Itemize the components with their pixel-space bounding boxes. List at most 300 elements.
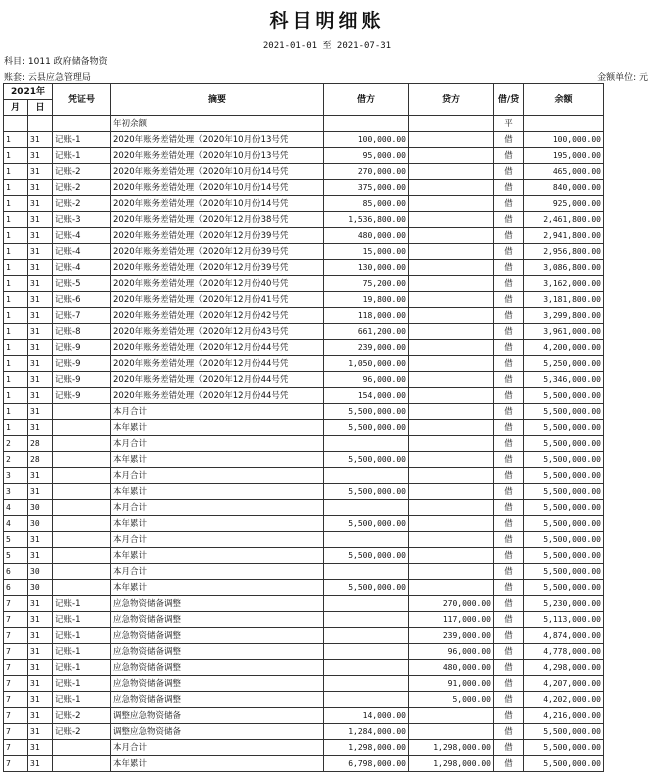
summary-cell: 2020年账务差错处理（2020年12月份39号凭 — [111, 260, 324, 276]
debit-cell: 96,000.00 — [324, 372, 409, 388]
month-cell: 7 — [4, 740, 28, 756]
direction-cell: 借 — [494, 196, 524, 212]
month-cell: 1 — [4, 148, 28, 164]
month-cell: 7 — [4, 692, 28, 708]
summary-cell: 本月合计 — [111, 532, 324, 548]
month-cell: 1 — [4, 324, 28, 340]
table-row — [4, 548, 604, 564]
balance-cell: 3,181,800.00 — [524, 292, 604, 308]
balance-cell: 5,500,000.00 — [524, 532, 604, 548]
debit-cell: 5,500,000.00 — [324, 580, 409, 596]
credit-cell — [409, 260, 494, 276]
account-label: 科目: 1011 政府储备物资 — [4, 57, 108, 67]
debit-cell: 480,000.00 — [324, 228, 409, 244]
month-cell: 1 — [4, 372, 28, 388]
table-row — [4, 468, 604, 484]
direction-cell: 借 — [494, 692, 524, 708]
direction-cell: 借 — [494, 212, 524, 228]
credit-cell — [409, 276, 494, 292]
voucher-cell — [53, 500, 111, 516]
voucher-cell: 记账-9 — [53, 388, 111, 404]
credit-cell — [409, 388, 494, 404]
debit-cell — [324, 436, 409, 452]
credit-cell — [409, 324, 494, 340]
credit-cell — [409, 452, 494, 468]
debit-cell — [324, 116, 409, 132]
direction-cell: 借 — [494, 612, 524, 628]
voucher-cell — [53, 404, 111, 420]
day-cell: 31 — [28, 532, 53, 548]
summary-cell: 2020年账务差错处理（2020年12月份43号凭 — [111, 324, 324, 340]
voucher-cell: 记账-1 — [53, 692, 111, 708]
debit-header: 借方 — [324, 84, 409, 116]
table-row — [4, 132, 604, 148]
voucher-cell — [53, 516, 111, 532]
day-cell: 31 — [28, 420, 53, 436]
day-cell: 31 — [28, 724, 53, 740]
voucher-cell — [53, 740, 111, 756]
table-row — [4, 708, 604, 724]
credit-cell: 117,000.00 — [409, 612, 494, 628]
balance-cell: 5,230,000.00 — [524, 596, 604, 612]
table-row — [4, 340, 604, 356]
day-cell: 28 — [28, 436, 53, 452]
direction-cell: 借 — [494, 260, 524, 276]
balance-cell: 5,500,000.00 — [524, 468, 604, 484]
direction-cell: 借 — [494, 596, 524, 612]
direction-cell: 借 — [494, 228, 524, 244]
direction-cell: 借 — [494, 180, 524, 196]
day-cell: 31 — [28, 212, 53, 228]
day-header: 日 — [28, 100, 53, 116]
credit-cell — [409, 404, 494, 420]
month-cell: 7 — [4, 708, 28, 724]
day-cell: 30 — [28, 580, 53, 596]
balance-cell: 3,961,000.00 — [524, 324, 604, 340]
table-row — [4, 388, 604, 404]
ledger-label: 账套: 云县应急管理局 — [4, 73, 91, 83]
credit-cell — [409, 196, 494, 212]
direction-cell: 借 — [494, 740, 524, 756]
day-cell: 31 — [28, 484, 53, 500]
summary-header: 摘要 — [111, 84, 324, 116]
voucher-cell: 记账-2 — [53, 164, 111, 180]
table-row — [4, 324, 604, 340]
month-cell: 7 — [4, 756, 28, 772]
debit-cell — [324, 676, 409, 692]
credit-cell — [409, 532, 494, 548]
debit-cell: 239,000.00 — [324, 340, 409, 356]
credit-cell: 239,000.00 — [409, 628, 494, 644]
day-cell: 31 — [28, 196, 53, 212]
debit-cell: 19,800.00 — [324, 292, 409, 308]
report-title: 科目明细账 — [269, 10, 385, 32]
balance-cell: 5,250,000.00 — [524, 356, 604, 372]
table-row — [4, 292, 604, 308]
credit-cell — [409, 116, 494, 132]
summary-cell: 本月合计 — [111, 436, 324, 452]
month-cell: 6 — [4, 580, 28, 596]
credit-cell: 5,000.00 — [409, 692, 494, 708]
voucher-cell: 记账-9 — [53, 356, 111, 372]
month-cell: 1 — [4, 340, 28, 356]
ledger-table — [3, 83, 604, 772]
month-cell: 4 — [4, 516, 28, 532]
direction-cell: 借 — [494, 436, 524, 452]
voucher-cell: 记账-5 — [53, 276, 111, 292]
table-row — [4, 516, 604, 532]
voucher-cell — [53, 484, 111, 500]
summary-cell: 本月合计 — [111, 564, 324, 580]
table-row — [4, 532, 604, 548]
voucher-cell: 记账-1 — [53, 676, 111, 692]
balance-cell: 5,500,000.00 — [524, 564, 604, 580]
currency-unit-label: 金额单位: 元 — [597, 73, 648, 83]
balance-cell: 2,956,800.00 — [524, 244, 604, 260]
summary-cell: 2020年账务差错处理（2020年12月份39号凭 — [111, 244, 324, 260]
table-row — [4, 372, 604, 388]
voucher-cell: 记账-3 — [53, 212, 111, 228]
voucher-cell: 记账-1 — [53, 628, 111, 644]
direction-cell: 借 — [494, 532, 524, 548]
balance-cell: 3,086,800.00 — [524, 260, 604, 276]
credit-cell: 96,000.00 — [409, 644, 494, 660]
month-cell: 1 — [4, 260, 28, 276]
summary-cell: 本月合计 — [111, 500, 324, 516]
debit-cell — [324, 612, 409, 628]
debit-cell — [324, 532, 409, 548]
day-cell: 31 — [28, 612, 53, 628]
table-row — [4, 596, 604, 612]
day-cell: 31 — [28, 260, 53, 276]
day-cell: 30 — [28, 564, 53, 580]
direction-cell: 借 — [494, 660, 524, 676]
month-cell: 1 — [4, 276, 28, 292]
credit-cell: 91,000.00 — [409, 676, 494, 692]
voucher-cell: 记账-1 — [53, 148, 111, 164]
day-cell: 31 — [28, 292, 53, 308]
balance-cell: 3,162,000.00 — [524, 276, 604, 292]
credit-cell — [409, 468, 494, 484]
summary-cell: 2020年账务差错处理（2020年12月份44号凭 — [111, 372, 324, 388]
table-row — [4, 660, 604, 676]
credit-cell — [409, 564, 494, 580]
credit-cell — [409, 132, 494, 148]
debit-cell: 100,000.00 — [324, 132, 409, 148]
summary-cell: 2020年账务差错处理（2020年10月份13号凭 — [111, 132, 324, 148]
direction-cell: 借 — [494, 388, 524, 404]
table-row — [4, 228, 604, 244]
debit-cell: 5,500,000.00 — [324, 420, 409, 436]
direction-header: 借/贷 — [494, 84, 524, 116]
balance-cell: 195,000.00 — [524, 148, 604, 164]
table-row — [4, 308, 604, 324]
voucher-cell: 记账-2 — [53, 708, 111, 724]
summary-cell: 2020年账务差错处理（2020年10月份13号凭 — [111, 148, 324, 164]
voucher-cell: 记账-1 — [53, 132, 111, 148]
day-cell: 31 — [28, 740, 53, 756]
balance-cell: 5,500,000.00 — [524, 500, 604, 516]
voucher-cell: 记账-8 — [53, 324, 111, 340]
table-row — [4, 196, 604, 212]
day-cell: 31 — [28, 308, 53, 324]
day-cell: 28 — [28, 452, 53, 468]
direction-cell: 借 — [494, 244, 524, 260]
debit-cell: 5,500,000.00 — [324, 452, 409, 468]
day-cell: 31 — [28, 628, 53, 644]
balance-cell: 5,500,000.00 — [524, 756, 604, 772]
summary-cell: 2020年账务差错处理（2020年12月份39号凭 — [111, 228, 324, 244]
debit-cell: 15,000.00 — [324, 244, 409, 260]
debit-cell: 154,000.00 — [324, 388, 409, 404]
balance-cell: 5,500,000.00 — [524, 388, 604, 404]
voucher-cell: 记账-4 — [53, 244, 111, 260]
summary-cell: 应急物资储备调整 — [111, 644, 324, 660]
debit-cell: 375,000.00 — [324, 180, 409, 196]
voucher-cell: 记账-2 — [53, 724, 111, 740]
balance-cell: 5,346,000.00 — [524, 372, 604, 388]
debit-cell — [324, 564, 409, 580]
voucher-cell — [53, 532, 111, 548]
summary-cell: 调整应急物资储备 — [111, 724, 324, 740]
month-cell: 1 — [4, 228, 28, 244]
credit-cell — [409, 308, 494, 324]
direction-cell: 借 — [494, 708, 524, 724]
credit-cell: 270,000.00 — [409, 596, 494, 612]
credit-cell — [409, 164, 494, 180]
direction-cell: 借 — [494, 324, 524, 340]
voucher-header: 凭证号 — [53, 84, 111, 116]
balance-cell: 5,500,000.00 — [524, 484, 604, 500]
debit-cell: 130,000.00 — [324, 260, 409, 276]
direction-cell: 借 — [494, 308, 524, 324]
day-cell: 31 — [28, 596, 53, 612]
day-cell: 31 — [28, 756, 53, 772]
direction-cell: 借 — [494, 372, 524, 388]
voucher-cell — [53, 116, 111, 132]
direction-cell: 借 — [494, 484, 524, 500]
voucher-cell — [53, 548, 111, 564]
direction-cell: 平 — [494, 116, 524, 132]
summary-cell: 本年累计 — [111, 756, 324, 772]
voucher-cell: 记账-2 — [53, 196, 111, 212]
debit-cell: 661,200.00 — [324, 324, 409, 340]
debit-cell: 14,000.00 — [324, 708, 409, 724]
table-row — [4, 148, 604, 164]
day-cell: 31 — [28, 228, 53, 244]
voucher-cell — [53, 564, 111, 580]
table-row — [4, 212, 604, 228]
month-cell: 1 — [4, 132, 28, 148]
month-cell: 7 — [4, 724, 28, 740]
table-row — [4, 644, 604, 660]
day-cell: 31 — [28, 244, 53, 260]
voucher-cell: 记账-7 — [53, 308, 111, 324]
day-cell: 30 — [28, 500, 53, 516]
debit-cell: 270,000.00 — [324, 164, 409, 180]
month-cell: 6 — [4, 564, 28, 580]
credit-cell: 1,298,000.00 — [409, 756, 494, 772]
debit-cell — [324, 468, 409, 484]
debit-cell: 6,798,000.00 — [324, 756, 409, 772]
day-cell: 31 — [28, 708, 53, 724]
summary-cell: 2020年账务差错处理（2020年12月份41号凭 — [111, 292, 324, 308]
direction-cell: 借 — [494, 500, 524, 516]
balance-cell — [524, 116, 604, 132]
day-cell: 31 — [28, 148, 53, 164]
day-cell: 31 — [28, 132, 53, 148]
balance-cell: 5,500,000.00 — [524, 436, 604, 452]
credit-cell — [409, 212, 494, 228]
month-cell: 7 — [4, 596, 28, 612]
table-row — [4, 724, 604, 740]
month-cell: 7 — [4, 628, 28, 644]
direction-cell: 借 — [494, 420, 524, 436]
balance-cell: 4,200,000.00 — [524, 340, 604, 356]
day-cell: 31 — [28, 276, 53, 292]
day-cell: 31 — [28, 660, 53, 676]
credit-cell — [409, 228, 494, 244]
month-cell: 1 — [4, 420, 28, 436]
day-cell: 31 — [28, 372, 53, 388]
table-row — [4, 452, 604, 468]
table-row — [4, 420, 604, 436]
direction-cell: 借 — [494, 580, 524, 596]
debit-cell: 118,000.00 — [324, 308, 409, 324]
table-row — [4, 244, 604, 260]
direction-cell: 借 — [494, 276, 524, 292]
voucher-cell — [53, 756, 111, 772]
direction-cell: 借 — [494, 356, 524, 372]
summary-cell: 2020年账务差错处理（2020年12月份44号凭 — [111, 356, 324, 372]
summary-cell: 应急物资储备调整 — [111, 692, 324, 708]
day-cell: 31 — [28, 404, 53, 420]
day-cell: 30 — [28, 516, 53, 532]
direction-cell: 借 — [494, 452, 524, 468]
month-cell: 1 — [4, 308, 28, 324]
summary-cell: 年初余额 — [111, 116, 324, 132]
debit-cell: 1,284,000.00 — [324, 724, 409, 740]
table-row — [4, 260, 604, 276]
table-row — [4, 404, 604, 420]
voucher-cell: 记账-1 — [53, 596, 111, 612]
table-row — [4, 500, 604, 516]
debit-cell: 5,500,000.00 — [324, 516, 409, 532]
credit-cell — [409, 356, 494, 372]
summary-cell: 应急物资储备调整 — [111, 676, 324, 692]
summary-cell: 应急物资储备调整 — [111, 628, 324, 644]
debit-cell: 5,500,000.00 — [324, 484, 409, 500]
month-cell: 5 — [4, 548, 28, 564]
voucher-cell: 记账-2 — [53, 180, 111, 196]
credit-cell — [409, 420, 494, 436]
balance-cell: 5,500,000.00 — [524, 548, 604, 564]
balance-cell: 4,874,000.00 — [524, 628, 604, 644]
direction-cell: 借 — [494, 132, 524, 148]
month-cell — [4, 116, 28, 132]
summary-cell: 本年累计 — [111, 548, 324, 564]
direction-cell: 借 — [494, 644, 524, 660]
balance-cell: 5,500,000.00 — [524, 420, 604, 436]
balance-cell: 465,000.00 — [524, 164, 604, 180]
day-cell: 31 — [28, 164, 53, 180]
day-cell: 31 — [28, 692, 53, 708]
summary-cell: 2020年账务差错处理（2020年10月份14号凭 — [111, 180, 324, 196]
voucher-cell — [53, 580, 111, 596]
direction-cell: 借 — [494, 516, 524, 532]
summary-cell: 2020年账务差错处理（2020年12月份38号凭 — [111, 212, 324, 228]
debit-cell: 5,500,000.00 — [324, 404, 409, 420]
summary-cell: 本年累计 — [111, 452, 324, 468]
day-cell: 31 — [28, 356, 53, 372]
summary-cell: 2020年账务差错处理（2020年12月份40号凭 — [111, 276, 324, 292]
balance-cell: 4,207,000.00 — [524, 676, 604, 692]
month-cell: 1 — [4, 388, 28, 404]
month-cell: 7 — [4, 660, 28, 676]
month-cell: 2 — [4, 452, 28, 468]
day-cell: 31 — [28, 340, 53, 356]
voucher-cell — [53, 420, 111, 436]
balance-cell: 840,000.00 — [524, 180, 604, 196]
debit-cell — [324, 596, 409, 612]
credit-cell — [409, 548, 494, 564]
balance-cell: 5,500,000.00 — [524, 516, 604, 532]
balance-cell: 4,216,000.00 — [524, 708, 604, 724]
voucher-cell — [53, 436, 111, 452]
direction-cell: 借 — [494, 468, 524, 484]
direction-cell: 借 — [494, 340, 524, 356]
day-cell: 31 — [28, 548, 53, 564]
month-cell: 1 — [4, 244, 28, 260]
balance-cell: 5,500,000.00 — [524, 404, 604, 420]
credit-cell — [409, 484, 494, 500]
debit-cell — [324, 500, 409, 516]
summary-cell: 2020年账务差错处理（2020年12月份44号凭 — [111, 388, 324, 404]
credit-cell — [409, 292, 494, 308]
balance-cell: 2,941,800.00 — [524, 228, 604, 244]
credit-cell — [409, 148, 494, 164]
day-cell — [28, 116, 53, 132]
report-period: 2021-01-01 至 2021-07-31 — [262, 41, 392, 51]
credit-header: 贷方 — [409, 84, 494, 116]
month-cell: 3 — [4, 468, 28, 484]
debit-cell: 95,000.00 — [324, 148, 409, 164]
table-row — [4, 740, 604, 756]
table-row — [4, 164, 604, 180]
debit-cell — [324, 692, 409, 708]
balance-cell: 5,500,000.00 — [524, 452, 604, 468]
table-row — [4, 276, 604, 292]
day-cell: 31 — [28, 180, 53, 196]
month-cell: 7 — [4, 676, 28, 692]
table-row — [4, 628, 604, 644]
summary-cell: 本年累计 — [111, 484, 324, 500]
credit-cell: 480,000.00 — [409, 660, 494, 676]
debit-cell — [324, 660, 409, 676]
ledger-body — [4, 116, 604, 772]
balance-cell: 2,461,800.00 — [524, 212, 604, 228]
summary-cell: 2020年账务差错处理（2020年10月份14号凭 — [111, 164, 324, 180]
month-cell: 1 — [4, 356, 28, 372]
table-row — [4, 116, 604, 132]
credit-cell — [409, 180, 494, 196]
table-row — [4, 676, 604, 692]
table-row — [4, 180, 604, 196]
direction-cell: 借 — [494, 628, 524, 644]
credit-cell — [409, 500, 494, 516]
summary-cell: 应急物资储备调整 — [111, 612, 324, 628]
balance-cell: 5,500,000.00 — [524, 580, 604, 596]
